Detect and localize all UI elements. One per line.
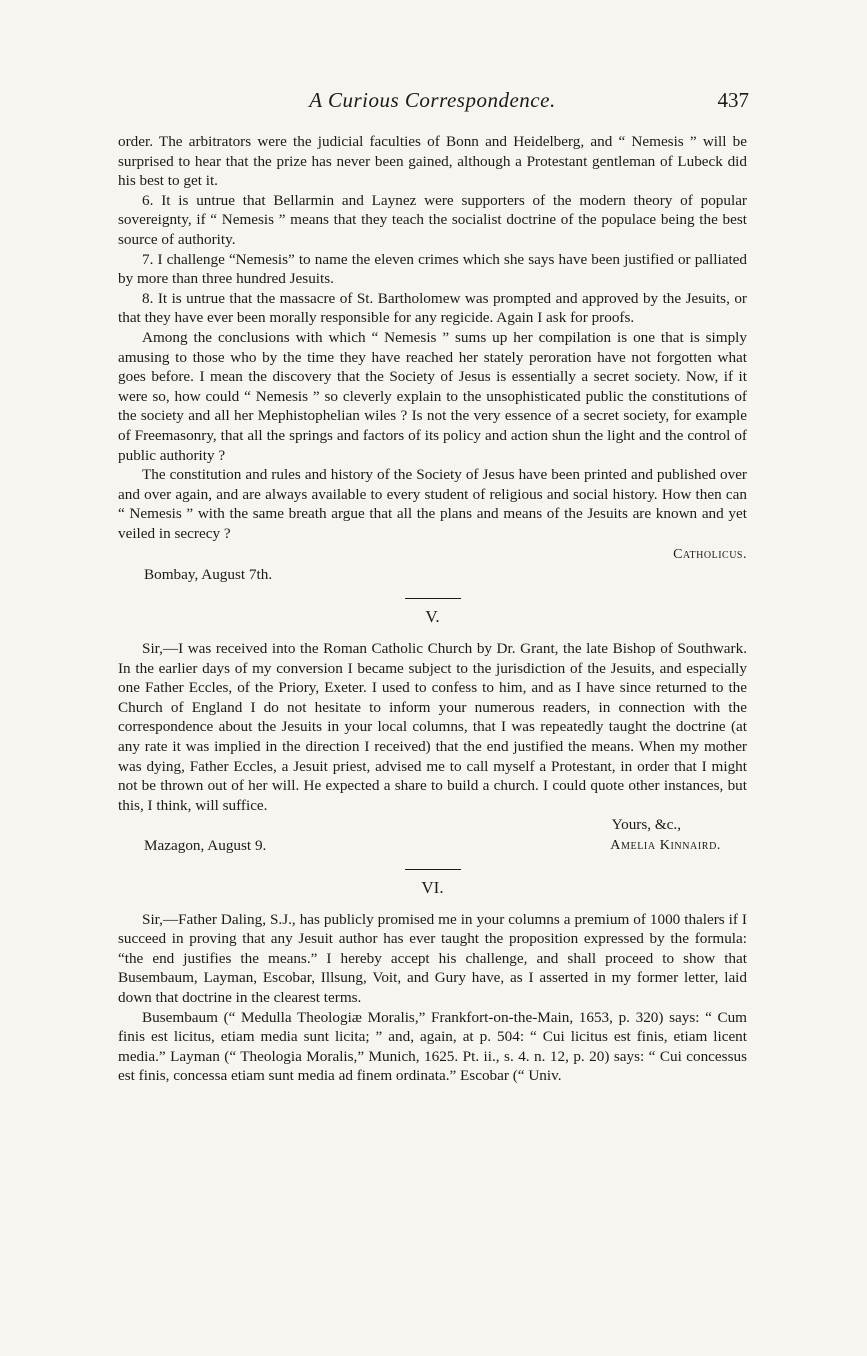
signature: Catholicus.	[673, 547, 747, 563]
paragraph: Sir,—Father Daling, S.J., has publicly promised me in your columns a premium of 1000 thalers if I succeed in proving that any Jesuit author has ever taught the proposition expressed by the formula: “the end justifies the means.” I hereby accept his challenge, and shall proceed to show that Busembaum, Layman, Escobar, Illsung, Voit, and Gury have, as I asserted in my former letter, laid down that doctrine in the clearest terms.	[118, 910, 747, 1006]
closing: Yours, &c.,	[611, 816, 681, 834]
paragraph: 7. I challenge “Nemesis” to name the eleven crimes which she says have been justified or palliated by more than three hundred Jesuits.	[118, 250, 747, 288]
section-divider	[405, 598, 461, 599]
section-divider	[405, 869, 461, 870]
page-number: 437	[717, 88, 749, 112]
section-v	[118, 639, 747, 856]
paragraph: The constitution and rules and history of the Society of Jesus have been printed and published over and over again, and are always available to every student of religious and social history. How then can “ Nemesis ” with the same breath argue that all the plans and means of the Jesuits are known and yet veiled in secrecy ?	[118, 466, 747, 542]
page-header	[118, 88, 747, 122]
paragraph: order. The arbitrators were the judicial faculties of Bonn and Heidelberg, and “ Nemesis ” will be surprised to hear that the prize has never been gained, although a Protestant gentleman of Lubeck did his best to get it.	[118, 133, 747, 190]
paragraph: Busembaum (“ Medulla Theologiæ Moralis,” Frankfort-on-the-Main, 1653, p. 320) says: “ Cum finis est licitus, etiam media sunt licita; ” and, again, at p. 504: “ Cui licitus est finis, etiam licent media.” Layman (“ Theologia Moralis,” Munich, 1625. Pt. ii., s. 4. n. 12, p. 20) says: “ Cui concessus est finis, concessa etiam sunt media ad finem ordinata.” Escobar (“ Univ.	[118, 1008, 747, 1085]
section-numeral: VI.	[421, 877, 444, 897]
running-title: A Curious Correspondence.	[309, 88, 556, 112]
dateline: Mazagon, August 9.	[144, 837, 267, 854]
paragraph: Among the conclusions with which “ Nemesis ” sums up her compilation is one that is simply amusing to those who by the time they have reached her stately peroration have not forgotten what goes before. I mean the discovery that the Society of Jesus is essentially a secret society. Now, if it were so, how could “ Nemesis ” so cleverly explain to the unsophisticated public the constitutions of the society and all her Mephistophelian wiles ? Is not the very essence of a secret society, for example of Freemasonry, that all the springs and factors of its policy and action shun the light and the control of public authority ?	[118, 328, 747, 464]
paragraph: 6. It is untrue that Bellarmin and Laynez were supporters of the modern theory of popular sovereignty, if “ Nemesis ” means that they teach the socialist doctrine of the populace being the best source of authority.	[118, 191, 747, 248]
section-vi	[118, 910, 747, 1086]
paragraph: 8. It is untrue that the massacre of St. Bartholomew was prompted and approved by the Jesuits, or that they have ever been morally responsible for any regicide. Again I ask for proofs.	[118, 289, 747, 327]
signature-block	[118, 815, 747, 855]
dateline: Bombay, August 7th.	[144, 566, 273, 584]
section-iv-continuation	[118, 132, 747, 585]
signature: Amelia Kinnaird.	[610, 838, 721, 853]
paragraph: Sir,—I was received into the Roman Catholic Church by Dr. Grant, the late Bishop of Southwark. In the earlier days of my conversion I became subject to the jurisdiction of the Jesuits, and especially one Father Eccles, of the Priory, Exeter. I used to confess to him, and as I have since returned to the Church of England I do not hesitate to inform your numerous readers, in connection with the correspondence about the Jesuits in your local columns, that I was repeatedly taught the doctrine (at any rate it was implied in the direction I received) that the end justified the means. When my mother was dying, Father Eccles, a Jesuit priest, advised me to call myself a Protestant, in order that I might not be thrown out of her will. He expected a share to build a church. I could quote other instances, but this, I think, will suffice.	[118, 640, 747, 814]
section-numeral: V.	[425, 607, 440, 627]
